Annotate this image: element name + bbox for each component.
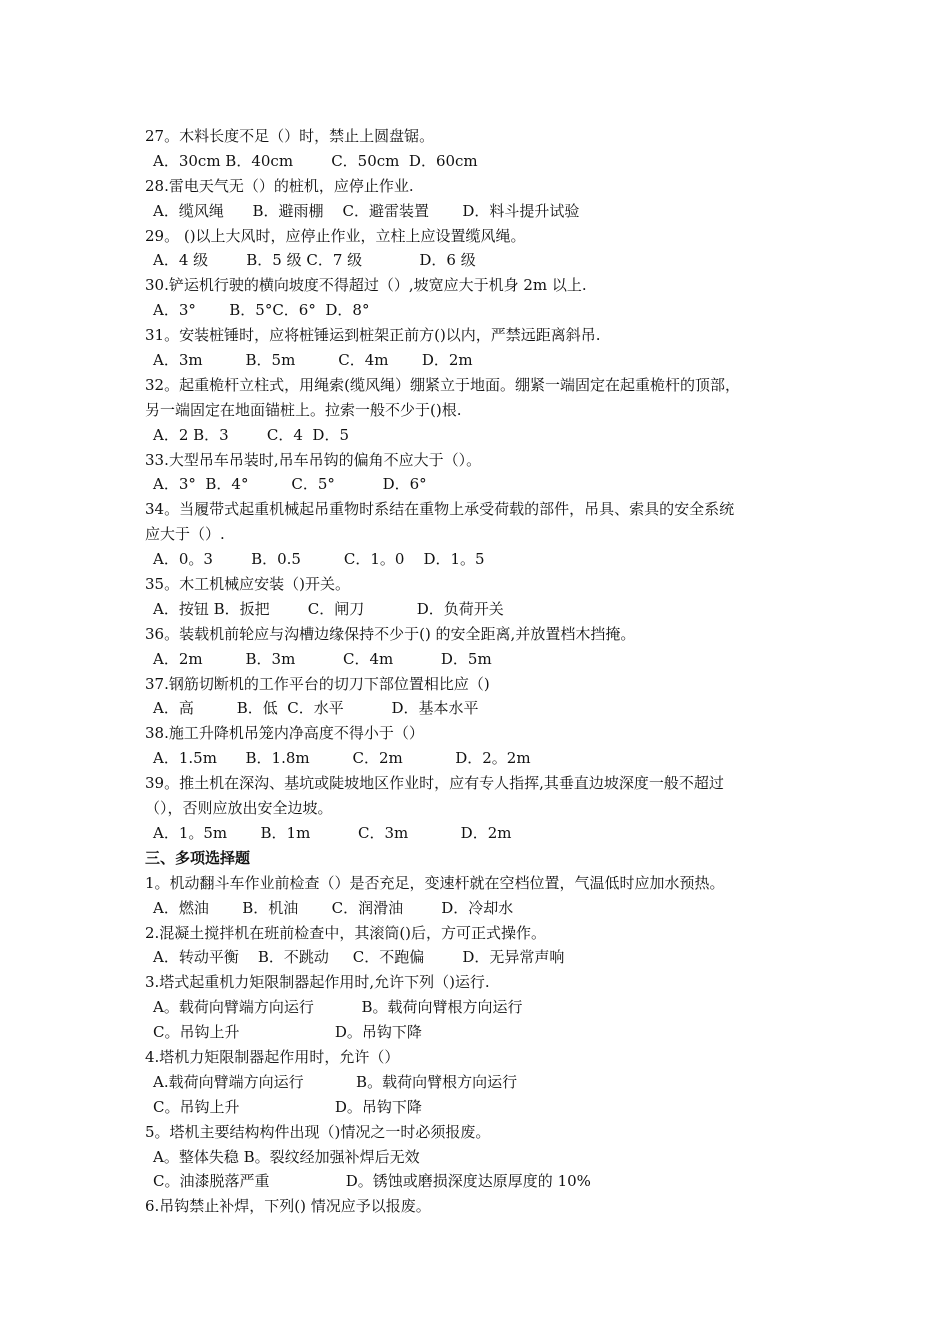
question-text: 6.吊钩禁止补焊，下列() 情况应予以报废。 bbox=[145, 1197, 431, 1216]
question-text: 5。塔机主要结构构件出现（)情况之一时必须报废。 bbox=[145, 1122, 491, 1141]
answer-options: A．4 级 B．5 级 C．7 级 D．6 级 bbox=[153, 251, 476, 270]
question-text: 33.大型吊车吊装时,吊车吊钩的偏角不应大于（）。 bbox=[145, 450, 482, 469]
question-text: 39。推土机在深沟、基坑或陡坡地区作业时，应有专人指挥,其垂直边坡深度一般不超过 bbox=[145, 774, 724, 793]
question-text: 37.钢筋切断机的工作平台的切刀下部位置相比应（) bbox=[145, 674, 490, 693]
question-text: 30.铲运机行驶的横向坡度不得超过（）,坡宽应大于机身 2m 以上. bbox=[145, 276, 587, 295]
question-list bbox=[145, 124, 815, 1219]
section-heading: 三、多项选择题 bbox=[145, 848, 251, 867]
answer-options: A．2m B．3m C．4m D．5m bbox=[153, 649, 492, 668]
answer-options: A．3° B．4° C．5° D．6° bbox=[153, 475, 427, 494]
answer-options: A．燃油 B．机油 C．润滑油 D．冷却水 bbox=[153, 898, 514, 917]
question-text: 4.塔机力矩限制器起作用时，允许（） bbox=[145, 1047, 400, 1066]
question-text: 34。当履带式起重机械起吊重物时系结在重物上承受荷载的部件，吊具、索具的安全系统 bbox=[145, 500, 735, 519]
answer-options: A．按钮 B．扳把 C．闸刀 D．负荷开关 bbox=[153, 599, 504, 618]
answer-options: A．3m B．5m C．4m D．2m bbox=[153, 351, 473, 370]
question-text: 38.施工升降机吊笼内净高度不得小于（） bbox=[145, 724, 424, 743]
answer-options: A.载荷向臂端方向运行 B。载荷向臂根方向运行 bbox=[153, 1072, 518, 1091]
answer-options: A．3° B．5°C．6° D．8° bbox=[153, 301, 370, 320]
answer-options: A．高 B．低 C．水平 D．基本水平 bbox=[153, 699, 479, 718]
question-text: 1。机动翻斗车作业前检查（）是否充足，变速杆就在空档位置，气温低时应加水预热。 bbox=[145, 873, 725, 892]
question-text: 另一端固定在地面锚桩上。拉索一般不少于()根. bbox=[145, 400, 462, 419]
question-text: 3.塔式起重机力矩限制器起作用时,允许下列（)运行. bbox=[145, 973, 490, 992]
question-text: 应大于（）. bbox=[145, 525, 225, 544]
question-text: 27。木料长度不足（）时，禁止上圆盘锯。 bbox=[145, 127, 435, 145]
question-text: 2.混凝土搅拌机在班前检查中，其滚筒()后，方可正式操作。 bbox=[145, 923, 547, 942]
answer-options: A．30cm B．40cm C．50cm D．60cm bbox=[153, 151, 478, 170]
question-text: 32。起重桅杆立柱式，用绳索(缆风绳）绷紧立于地面。绷紧一端固定在起重桅杆的顶部， bbox=[145, 375, 740, 394]
answer-options: A。整体失稳 B。裂纹经加强补焊后无效 bbox=[153, 1147, 420, 1166]
question-text: 31。安装桩锤时，应将桩锤运到桩架正前方()以内，严禁远距离斜吊. bbox=[145, 326, 601, 345]
question-text: 29。 ()以上大风时，应停止作业，立柱上应设置缆风绳。 bbox=[145, 226, 526, 245]
answer-options: A．0。3 B．0.5 C．1。0 D．1。5 bbox=[153, 550, 485, 569]
question-text: （），否则应放出安全边坡。 bbox=[145, 799, 333, 818]
answer-options: C。吊钩上升 D。吊钩下降 bbox=[153, 1023, 422, 1042]
answer-options: A。载荷向臂端方向运行 B。载荷向臂根方向运行 bbox=[153, 998, 523, 1017]
question-text: 36。装载机前轮应与沟槽边缘保持不少于() 的安全距离,并放置档木挡掩。 bbox=[145, 624, 636, 643]
answer-options: A．1.5m B．1.8m C．2m D．2。2m bbox=[153, 749, 531, 768]
answer-options: A．缆风绳 B．避雨棚 C．避雷装置 D．料斗提升试验 bbox=[153, 201, 580, 220]
question-text: 35。木工机械应安装（)开关。 bbox=[145, 575, 350, 594]
answer-options: C。吊钩上升 D。吊钩下降 bbox=[153, 1097, 422, 1116]
answer-options: C。油漆脱落严重 D。锈蚀或磨损深度达原厚度的 10% bbox=[153, 1172, 591, 1191]
answer-options: A．转动平衡 B．不跳动 C．不跑偏 D．无异常声响 bbox=[153, 948, 565, 967]
answer-options: A．1。5m B．1m C．3m D．2m bbox=[153, 823, 512, 842]
answer-options: A．2 B．3 C．4 D．5 bbox=[153, 425, 349, 444]
question-text: 28.雷电天气无（）的桩机，应停止作业. bbox=[145, 176, 414, 195]
